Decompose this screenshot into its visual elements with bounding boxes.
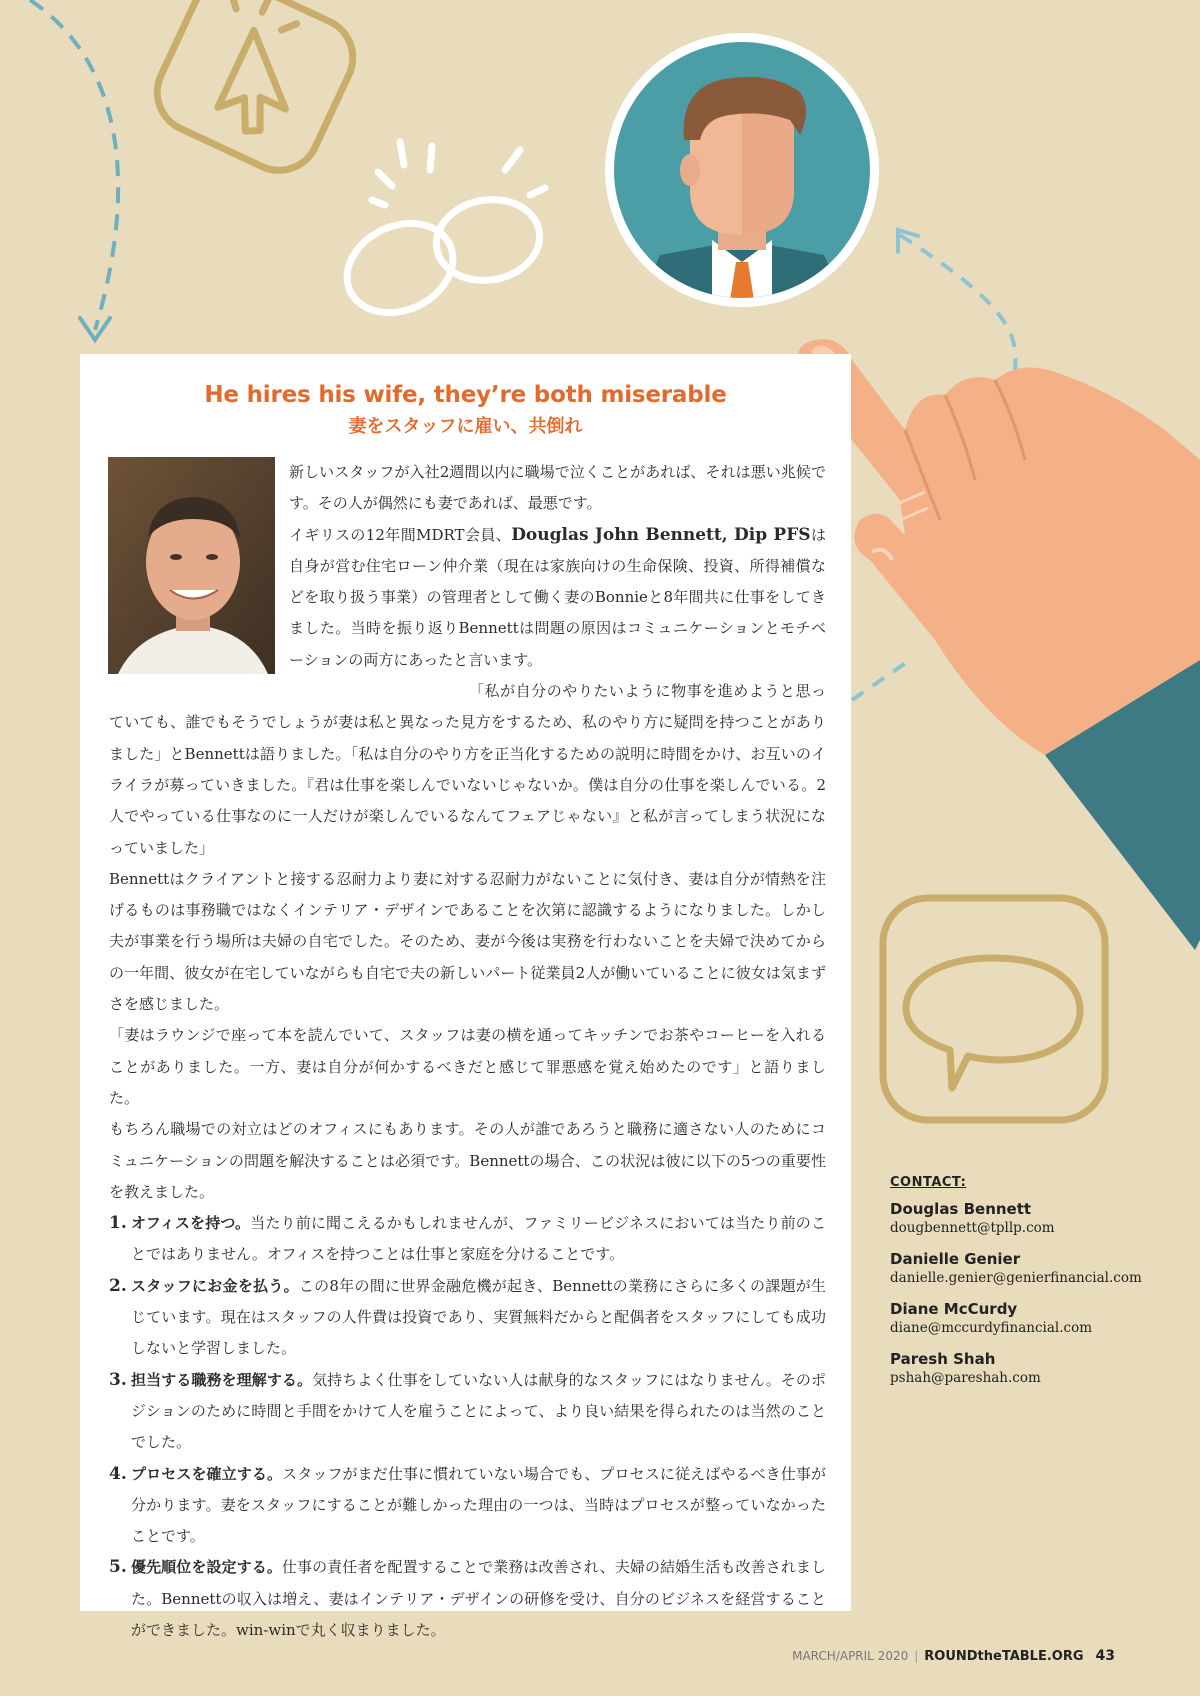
contact-name: Danielle Genier: [890, 1250, 1021, 1268]
article-body: [109, 457, 826, 1646]
key-points-list: [109, 1208, 826, 1646]
body-paragraph-3: もちろん職場での対立はどのオフィスにもあります。その人が誰であろうと職務に適さない人のためにコミュニケーションの問題を解決することは必須です。Bennettの場合、この状況は彼に以下の5つの重要性を教えました。: [109, 1120, 826, 1201]
point-title: 担当する職務を理解する。: [131, 1370, 313, 1389]
dashed-arrow-right: [900, 235, 1016, 370]
member-name: Douglas John Bennett, Dip PFS: [511, 524, 811, 545]
photo-spacer: [109, 457, 289, 689]
point-number: 3.: [109, 1369, 127, 1390]
list-item: [109, 1271, 826, 1365]
issue-date: MARCH/APRIL 2020: [792, 1649, 909, 1663]
dashed-arrow-left: [30, 0, 118, 330]
point-body: スタッフがまだ仕事に慣れていない場合でも、プロセスに従えばやるべき仕事が分かります。妻をスタッフにすることが難しかった理由の一つは、当時はプロセスが整っていなかったことです。: [131, 1464, 826, 1546]
headline-ja: 妻をスタッフに雇い、共倒れ: [348, 416, 583, 437]
list-item: [109, 1552, 826, 1646]
list-item: [109, 1365, 826, 1459]
quote-paragraph-1: 「私が自分のやりたいように物事を進めようと思っていても、誰でもそうでしょうが妻は私と異なった見方をするため、私のやり方に疑問を持つことがありました」とBennettは語りました。「私は自分のやり方を正当化するための説明に時間をかけ、お互いのイライラが募っていきました。『君は仕事を楽しんでいないじゃないか。僕は自分の仕事を楽しんでいる。2人でやっている仕事なのに一人だけが楽しんでいるなんてフェアじゃない』と私が言ってしまう状況になっていました」: [109, 682, 826, 857]
article-card: [80, 354, 851, 1639]
contact-label: CONTACT:: [890, 1175, 967, 1190]
point-number: 1.: [109, 1213, 127, 1234]
point-number: 4.: [109, 1463, 127, 1484]
contact-entry: [890, 1250, 1190, 1286]
page-number: 43: [1095, 1648, 1115, 1664]
list-item: [109, 1208, 826, 1271]
bio-lead: イギリスの12年間MDRT会員、: [289, 525, 512, 544]
point-body: この8年の間に世界金融危機が起き、Bennettの業務にさらに多くの課題が生じています。現在はスタッフの人件費は投資であり、実質無料だからと配偶者をスタッフにしても成功しないと学習しました。: [131, 1276, 826, 1358]
contact-name: Paresh Shah: [890, 1350, 996, 1368]
intro-paragraph: 新しいスタッフが入社2週間以内に職場で泣くことがあれば、それは悪い兆候です。その人が偶然にも妻であれば、最悪です。: [289, 463, 826, 513]
contact-name: Diane McCurdy: [890, 1300, 1018, 1318]
point-title: プロセスを確立する。: [131, 1464, 283, 1483]
point-number: 2.: [109, 1275, 127, 1296]
contact-email[interactable]: danielle.genier@genierfinancial.com: [890, 1270, 1142, 1286]
list-item: [109, 1459, 826, 1553]
contact-email[interactable]: dougbennett@tpllp.com: [890, 1220, 1055, 1236]
point-title: 優先順位を設定する。: [131, 1558, 282, 1577]
point-body: 仕事の責任者を配置することで業務は改善され、夫婦の結婚生活も改善されました。Bennettの収入は増え、妻はインテリア・デザインの研修を受け、自分のビジネスを経営することができました。win-winで丸く収まりました。: [131, 1558, 826, 1639]
contact-email[interactable]: pshah@pareshah.com: [890, 1370, 1041, 1386]
contact-entry: [890, 1300, 1190, 1336]
point-title: スタッフにお金を払う。: [131, 1276, 299, 1295]
quote-paragraph-2: 「妻はラウンジで座って本を読んでいて、スタッフは妻の横を通ってキッチンでお茶やコーヒーを入れることがありました。一方、妻は自分が何かするべきだと感じて罪悪感を覚え始めたのです」と語りました。: [109, 1026, 826, 1107]
page-footer: [792, 1648, 1115, 1664]
point-number: 5.: [109, 1557, 127, 1578]
headline-en: He hires his wife, they’re both miserable: [204, 382, 727, 408]
contact-block: [890, 1175, 1190, 1386]
pointing-hand-icon: [797, 339, 1200, 950]
point-title: オフィスを持つ。: [131, 1214, 251, 1233]
contact-name: Douglas Bennett: [890, 1200, 1032, 1218]
dashed-line-lower: [852, 660, 910, 700]
bio-rest: は自身が営む住宅ローン仲介業（現在は家族向けの生命保険、投資、所得補償などを取り扱う事業）の管理者として働く妻のBonnieと8年間共に仕事をしてきました。当時を振り返りBennettは問題の原因はコミュニケーションとモチベーションの両方にあったと言います。: [289, 525, 826, 669]
contact-email[interactable]: diane@mccurdyfinancial.com: [890, 1320, 1092, 1336]
site-link[interactable]: ROUNDtheTABLE.ORG: [924, 1649, 1084, 1664]
footer-separator: |: [914, 1649, 919, 1663]
point-body: 当たり前に聞こえるかもしれませんが、ファミリービジネスにおいては当たり前のことではありません。オフィスを持つことは仕事と家庭を分けることです。: [131, 1214, 826, 1264]
man-avatar-icon: [605, 33, 879, 307]
cursor-click-icon: [144, 0, 366, 183]
body-paragraph-2: Bennettはクライアントと接する忍耐力より妻に対する忍耐力がないことに気付き、妻は自分が情熱を注げるものは事務職ではなくインテリア・デザインであることを次第に認識するようになりました。しかし夫が事業を行う場所は夫婦の自宅でした。そのため、妻が今後は実務を行わないことを夫婦で決めてからの一年間、彼女が在宅していながらも自宅で夫の新しいパート従業員2人が働いていることに彼女は気まずさを感じました。: [109, 869, 826, 1014]
point-body: 気持ちよく仕事をしていない人は献身的なスタッフにはなりません。そのポジションのために時間と手間をかけて人を雇うことによって、より良い結果を得られたのは当然のことでした。: [131, 1370, 826, 1452]
speech-bubble-icon: [883, 898, 1105, 1120]
wedding-rings-icon: [332, 142, 546, 329]
contact-entry: [890, 1200, 1190, 1236]
article-header: [80, 382, 851, 438]
contact-entry: [890, 1350, 1190, 1386]
